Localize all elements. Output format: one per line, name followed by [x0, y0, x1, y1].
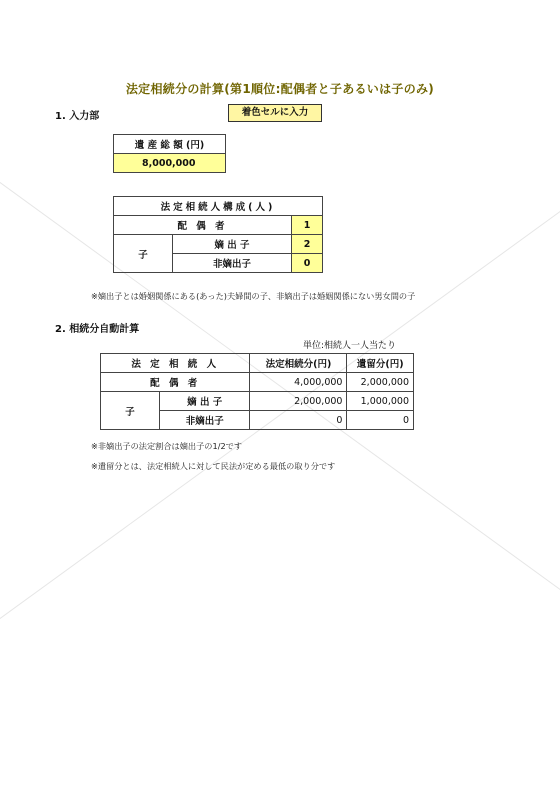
- col-reserve-header: 遺留分(円): [347, 354, 414, 373]
- estate-header: 遺 産 総 額 (円): [114, 135, 226, 154]
- child-label: 子: [114, 235, 173, 273]
- legit-share-value: 2,000,000: [250, 392, 347, 411]
- input-hint-badge: 着色セルに入力: [228, 104, 322, 122]
- illegit-child-label: 非嫡出子: [173, 254, 292, 273]
- legit-reserve-value: 1,000,000: [347, 392, 414, 411]
- reserve-definition-note: ※遺留分とは、法定相続人に対して民法が定める最低の取り分です: [91, 461, 336, 471]
- section2-heading: 2. 相続分自動計算: [55, 324, 140, 335]
- calc-child-label: 子: [101, 392, 160, 430]
- section1-heading: 1. 入力部: [55, 111, 100, 122]
- legit-child-label: 嫡 出 子: [173, 235, 292, 254]
- spouse-label: 配 偶 者: [114, 216, 292, 235]
- page-title: 法定相続分の計算(第1順位:配偶者と子あるいは子のみ): [125, 82, 435, 96]
- estate-value-input[interactable]: 8,000,000: [114, 154, 226, 173]
- illegit-child-count-input[interactable]: 0: [292, 254, 323, 273]
- composition-header: 法定相続人構成(人): [114, 197, 323, 216]
- calculation-table: [100, 353, 414, 430]
- spouse-share-value: 4,000,000: [250, 373, 347, 392]
- spouse-count-input[interactable]: 1: [292, 216, 323, 235]
- illegit-ratio-note: ※非嫡出子の法定割合は嫡出子の1/2です: [91, 441, 243, 451]
- col-heir-header: 法 定 相 続 人: [101, 354, 250, 373]
- spouse-reserve-value: 2,000,000: [347, 373, 414, 392]
- definition-note: ※嫡出子とは婚姻関係にある(あった)夫婦間の子、非嫡出子は婚姻関係にない男女間の子: [91, 291, 416, 301]
- estate-table: [113, 134, 226, 173]
- illegit-reserve-value: 0: [347, 411, 414, 430]
- unit-label: 単位:相続人一人当たり: [303, 341, 397, 351]
- calc-illegit-label: 非嫡出子: [160, 411, 250, 430]
- calc-spouse-label: 配 偶 者: [101, 373, 250, 392]
- composition-table: [113, 196, 323, 273]
- calc-legit-label: 嫡 出 子: [160, 392, 250, 411]
- legit-child-count-input[interactable]: 2: [292, 235, 323, 254]
- illegit-share-value: 0: [250, 411, 347, 430]
- col-share-header: 法定相続分(円): [250, 354, 347, 373]
